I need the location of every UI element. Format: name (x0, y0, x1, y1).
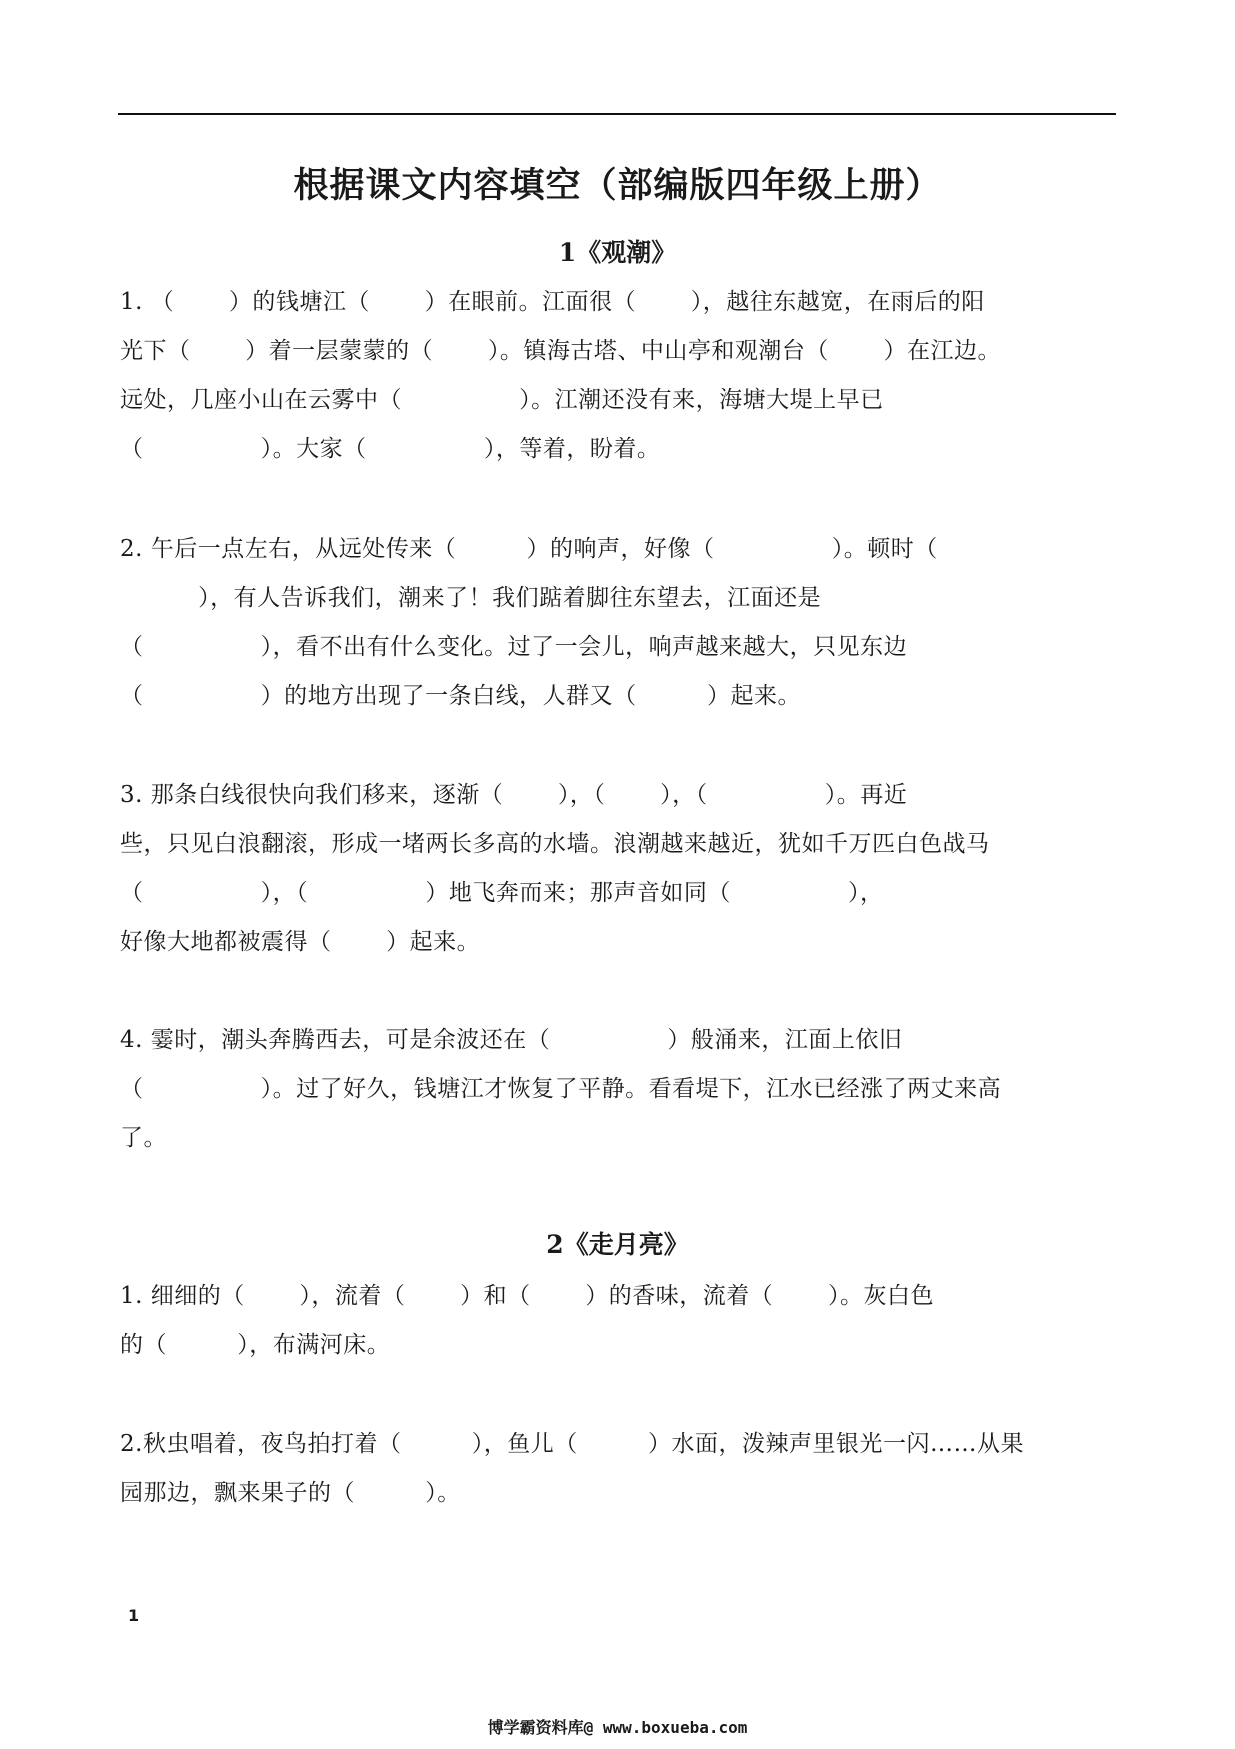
text-line: 3. 那条白线很快向我们移来，逐渐（ ），（ ），（ ）。再近 (120, 782, 908, 808)
text-line: ），有人告诉我们，潮来了！我们踮着脚往东望去，江面还是 (120, 585, 822, 611)
text-line: （ ），（ ）地飞奔而来；那声音如同（ ）， (120, 880, 884, 906)
text-line: 的（ ），布满河床。 (120, 1332, 391, 1358)
text-line: （ ）。过了好久，钱塘江才恢复了平静。看看堤下，江水已经涨了两丈来高 (120, 1076, 1002, 1102)
lesson-heading: 2《走月亮》 (546, 1230, 689, 1259)
exercise-paragraph (120, 278, 1120, 474)
text-line: 1. 细细的（ ），流着（ ）和（ ）的香味，流着（ ）。灰白色 (120, 1283, 934, 1309)
text-line: （ ）的地方出现了一条白线，人群又（ ）起来。 (120, 683, 801, 709)
text-line: 远处，几座小山在云雾中（ ）。江潮还没有来，海塘大堤上早已 (120, 387, 884, 413)
text-line: 2. 午后一点左右，从远处传来（ ）的响声，好像（ ）。顿时（ (120, 536, 938, 562)
header-rule (118, 113, 1116, 115)
exercise-paragraph (120, 771, 1120, 967)
text-line: 2.秋虫唱着，夜鸟拍打着（ ），鱼儿（ ）水面，泼辣声里银光一闪……从果 (120, 1431, 1025, 1457)
text-line: 些，只见白浪翻滚，形成一堵两长多高的水墙。浪潮越来越近，犹如千万匹白色战马 (120, 831, 990, 857)
text-line: （ ）。大家（ ），等着，盼着。 (120, 436, 661, 462)
text-line: 1. （ ）的钱塘江（ ）在眼前。江面很（ ），越往东越宽，在雨后的阳 (120, 289, 985, 315)
text-line: 光下（ ）着一层蒙蒙的（ ）。镇海古塔、中山亭和观潮台（ ）在江边。 (120, 338, 1002, 364)
text-line: 4. 霎时，潮头奔腾西去，可是余波还在（ ）般涌来，江面上依旧 (120, 1027, 903, 1053)
exercise-paragraph (120, 1420, 1120, 1518)
exercise-paragraph (120, 1272, 1120, 1370)
text-line: （ ），看不出有什么变化。过了一会儿，响声越来越大，只见东边 (120, 634, 908, 660)
text-line: 好像大地都被震得（ ）起来。 (120, 929, 481, 955)
page-number: 1 (128, 1606, 140, 1625)
text-line: 了。 (120, 1125, 167, 1151)
lesson-heading: 1《观潮》 (558, 238, 677, 267)
footer-watermark: 博学霸资料库@ www.boxueba.com (487, 1718, 748, 1737)
page-title: 根据课文内容填空（部编版四年级上册） (293, 165, 942, 206)
exercise-paragraph (120, 525, 1120, 721)
text-line: 园那边，飘来果子的（ ）。 (120, 1480, 461, 1506)
exercise-paragraph (120, 1016, 1120, 1163)
